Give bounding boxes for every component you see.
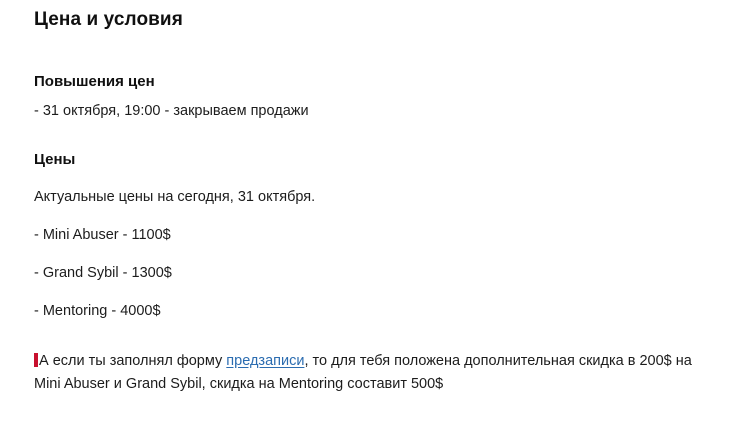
spacer <box>34 322 712 350</box>
price-increase-line: - 31 октября, 19:00 - закрываем продажи <box>34 103 309 119</box>
spacer <box>34 122 712 150</box>
accent-bar-icon <box>34 353 38 367</box>
spacer <box>34 208 712 225</box>
prices-intro: Актуальные цены на сегодня, 31 октября. <box>34 189 316 205</box>
spacer <box>34 284 712 301</box>
price-item-mentoring: - Mentoring - 4000$ <box>34 303 161 319</box>
discount-note <box>34 350 712 396</box>
spacer <box>34 32 712 72</box>
prezapis-link[interactable]: предзаписи <box>226 353 305 369</box>
spacer <box>34 92 712 101</box>
price-item-grand-sybil: - Grand Sybil - 1300$ <box>34 265 172 281</box>
discount-note-after-link: , то для тебя положена дополнительная скидка в 200$ на Mini Abuser и Grand Sybil, скидка на Mentoring составит 500$ <box>34 353 692 392</box>
price-item-mini-abuser: - Mini Abuser - 1100$ <box>34 227 171 243</box>
page-title: Цена и условия <box>34 9 183 30</box>
section-heading-price-increase: Повышения цен <box>34 73 155 90</box>
discount-note-before-link: А если ты заполнял форму <box>39 353 227 369</box>
spacer <box>34 246 712 263</box>
section-heading-prices: Цены <box>34 151 76 168</box>
spacer <box>34 170 712 187</box>
